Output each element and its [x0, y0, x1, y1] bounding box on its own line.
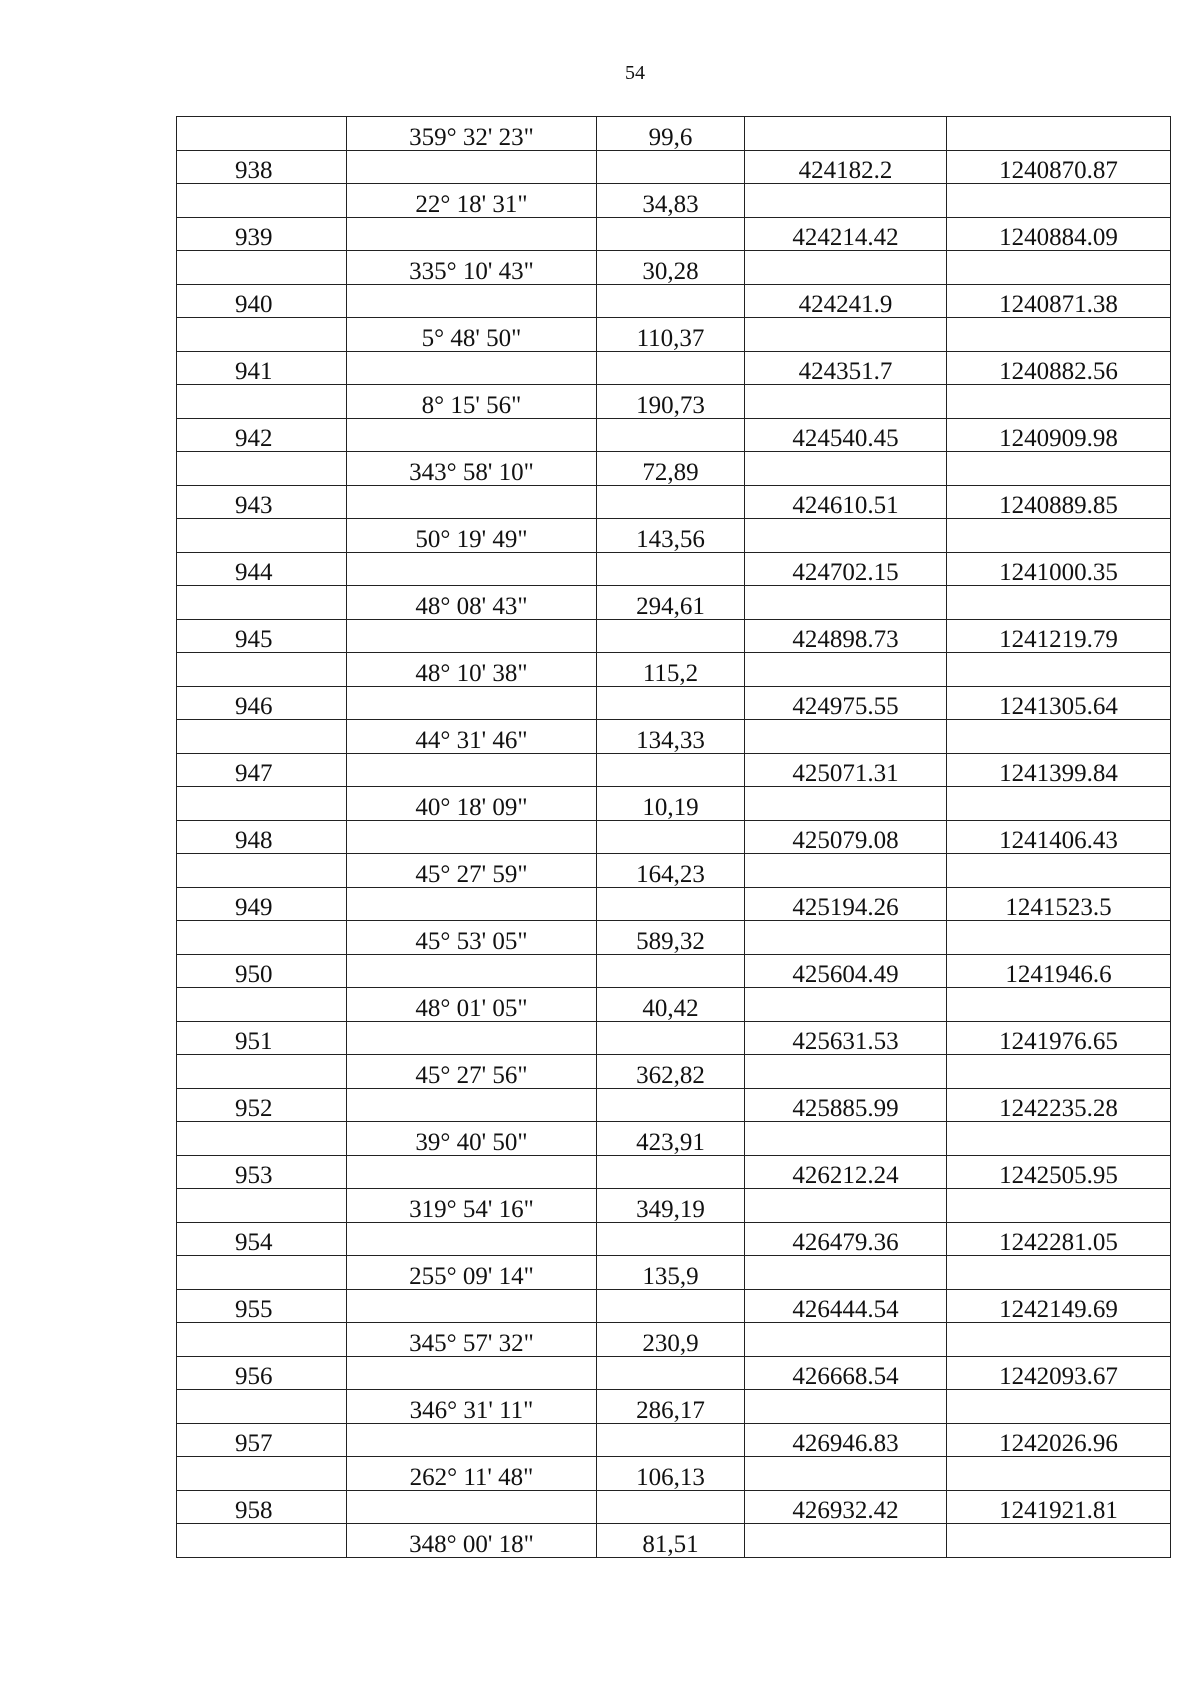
direction-angle-cell: 39° 40' 50" — [347, 1122, 597, 1156]
point-row — [177, 552, 1171, 586]
point-row — [177, 954, 1171, 988]
y-coordinate-cell: 1242149.69 — [947, 1289, 1171, 1323]
point-id-cell — [177, 1457, 347, 1491]
point-id-cell: 946 — [177, 686, 347, 720]
distance-cell — [597, 284, 745, 318]
distance-cell: 30,28 — [597, 251, 745, 285]
x-coordinate-cell: 424182.2 — [745, 150, 947, 184]
segment-row — [177, 921, 1171, 955]
point-id-cell — [177, 1122, 347, 1156]
point-row — [177, 1088, 1171, 1122]
y-coordinate-cell — [947, 1055, 1171, 1089]
x-coordinate-cell — [745, 1256, 947, 1290]
y-coordinate-cell: 1242093.67 — [947, 1356, 1171, 1390]
point-id-cell — [177, 854, 347, 888]
point-row — [177, 1021, 1171, 1055]
y-coordinate-cell — [947, 1189, 1171, 1223]
y-coordinate-cell — [947, 586, 1171, 620]
x-coordinate-cell — [745, 519, 947, 553]
x-coordinate-cell: 424610.51 — [745, 485, 947, 519]
x-coordinate-cell — [745, 318, 947, 352]
direction-angle-cell: 48° 01' 05" — [347, 988, 597, 1022]
x-coordinate-cell: 425631.53 — [745, 1021, 947, 1055]
direction-angle-cell — [347, 1222, 597, 1256]
direction-angle-cell: 45° 53' 05" — [347, 921, 597, 955]
direction-angle-cell: 40° 18' 09" — [347, 787, 597, 821]
distance-cell: 115,2 — [597, 653, 745, 687]
point-id-cell: 956 — [177, 1356, 347, 1390]
point-row — [177, 284, 1171, 318]
x-coordinate-cell: 426932.42 — [745, 1490, 947, 1524]
y-coordinate-cell — [947, 787, 1171, 821]
y-coordinate-cell: 1242026.96 — [947, 1423, 1171, 1457]
direction-angle-cell: 48° 08' 43" — [347, 586, 597, 620]
segment-row — [177, 1457, 1171, 1491]
point-id-cell — [177, 452, 347, 486]
x-coordinate-cell — [745, 385, 947, 419]
direction-angle-cell — [347, 217, 597, 251]
x-coordinate-cell — [745, 586, 947, 620]
direction-angle-cell: 262° 11' 48" — [347, 1457, 597, 1491]
segment-row — [177, 988, 1171, 1022]
segment-row — [177, 1189, 1171, 1223]
distance-cell: 143,56 — [597, 519, 745, 553]
distance-cell: 72,89 — [597, 452, 745, 486]
point-id-cell: 954 — [177, 1222, 347, 1256]
x-coordinate-cell — [745, 1524, 947, 1558]
distance-cell — [597, 217, 745, 251]
y-coordinate-cell: 1242505.95 — [947, 1155, 1171, 1189]
point-id-cell — [177, 1189, 347, 1223]
y-coordinate-cell — [947, 720, 1171, 754]
point-id-cell — [177, 787, 347, 821]
y-coordinate-cell — [947, 1323, 1171, 1357]
direction-angle-cell: 5° 48' 50" — [347, 318, 597, 352]
x-coordinate-cell — [745, 184, 947, 218]
x-coordinate-cell: 424241.9 — [745, 284, 947, 318]
y-coordinate-cell: 1242235.28 — [947, 1088, 1171, 1122]
y-coordinate-cell — [947, 653, 1171, 687]
distance-cell: 99,6 — [597, 117, 745, 151]
x-coordinate-cell: 425194.26 — [745, 887, 947, 921]
segment-row — [177, 1055, 1171, 1089]
y-coordinate-cell: 1241305.64 — [947, 686, 1171, 720]
distance-cell: 10,19 — [597, 787, 745, 821]
direction-angle-cell — [347, 284, 597, 318]
direction-angle-cell: 346° 31' 11" — [347, 1390, 597, 1424]
x-coordinate-cell: 424351.7 — [745, 351, 947, 385]
direction-angle-cell: 319° 54' 16" — [347, 1189, 597, 1223]
direction-angle-cell — [347, 820, 597, 854]
segment-row — [177, 318, 1171, 352]
point-id-cell — [177, 1323, 347, 1357]
y-coordinate-cell: 1241946.6 — [947, 954, 1171, 988]
segment-row — [177, 787, 1171, 821]
distance-cell — [597, 820, 745, 854]
point-row — [177, 1490, 1171, 1524]
distance-cell: 135,9 — [597, 1256, 745, 1290]
point-row — [177, 619, 1171, 653]
distance-cell: 349,19 — [597, 1189, 745, 1223]
distance-cell: 134,33 — [597, 720, 745, 754]
direction-angle-cell: 348° 00' 18" — [347, 1524, 597, 1558]
point-id-cell — [177, 318, 347, 352]
distance-cell: 190,73 — [597, 385, 745, 419]
x-coordinate-cell — [745, 787, 947, 821]
point-row — [177, 1423, 1171, 1457]
y-coordinate-cell — [947, 385, 1171, 419]
point-id-cell: 949 — [177, 887, 347, 921]
direction-angle-cell — [347, 150, 597, 184]
direction-angle-cell: 8° 15' 56" — [347, 385, 597, 419]
distance-cell — [597, 1289, 745, 1323]
point-id-cell: 940 — [177, 284, 347, 318]
distance-cell — [597, 753, 745, 787]
direction-angle-cell — [347, 753, 597, 787]
point-row — [177, 1289, 1171, 1323]
segment-row — [177, 720, 1171, 754]
y-coordinate-cell: 1240884.09 — [947, 217, 1171, 251]
point-id-cell: 952 — [177, 1088, 347, 1122]
direction-angle-cell — [347, 619, 597, 653]
direction-angle-cell — [347, 1423, 597, 1457]
direction-angle-cell — [347, 351, 597, 385]
point-id-cell: 948 — [177, 820, 347, 854]
coordinates-table-body — [177, 117, 1171, 1558]
x-coordinate-cell: 426444.54 — [745, 1289, 947, 1323]
x-coordinate-cell: 426946.83 — [745, 1423, 947, 1457]
direction-angle-cell: 359° 32' 23" — [347, 117, 597, 151]
x-coordinate-cell — [745, 988, 947, 1022]
point-id-cell: 947 — [177, 753, 347, 787]
point-row — [177, 1155, 1171, 1189]
y-coordinate-cell: 1241000.35 — [947, 552, 1171, 586]
y-coordinate-cell: 1240870.87 — [947, 150, 1171, 184]
distance-cell — [597, 485, 745, 519]
point-row — [177, 485, 1171, 519]
direction-angle-cell: 255° 09' 14" — [347, 1256, 597, 1290]
segment-row — [177, 1524, 1171, 1558]
point-id-cell — [177, 586, 347, 620]
point-id-cell — [177, 1055, 347, 1089]
y-coordinate-cell: 1241523.5 — [947, 887, 1171, 921]
segment-row — [177, 184, 1171, 218]
distance-cell — [597, 1222, 745, 1256]
y-coordinate-cell — [947, 988, 1171, 1022]
distance-cell: 230,9 — [597, 1323, 745, 1357]
direction-angle-cell — [347, 954, 597, 988]
x-coordinate-cell: 426479.36 — [745, 1222, 947, 1256]
distance-cell: 286,17 — [597, 1390, 745, 1424]
x-coordinate-cell — [745, 1189, 947, 1223]
point-id-cell: 955 — [177, 1289, 347, 1323]
y-coordinate-cell: 1240909.98 — [947, 418, 1171, 452]
direction-angle-cell: 345° 57' 32" — [347, 1323, 597, 1357]
y-coordinate-cell: 1240889.85 — [947, 485, 1171, 519]
x-coordinate-cell — [745, 1390, 947, 1424]
segment-row — [177, 854, 1171, 888]
direction-angle-cell — [347, 552, 597, 586]
y-coordinate-cell: 1241921.81 — [947, 1490, 1171, 1524]
direction-angle-cell — [347, 1021, 597, 1055]
point-id-cell — [177, 184, 347, 218]
point-id-cell — [177, 251, 347, 285]
x-coordinate-cell: 424898.73 — [745, 619, 947, 653]
distance-cell — [597, 1423, 745, 1457]
point-row — [177, 150, 1171, 184]
segment-row — [177, 519, 1171, 553]
y-coordinate-cell: 1240871.38 — [947, 284, 1171, 318]
point-id-cell — [177, 1256, 347, 1290]
direction-angle-cell — [347, 485, 597, 519]
point-row — [177, 1356, 1171, 1390]
distance-cell: 81,51 — [597, 1524, 745, 1558]
segment-row — [177, 251, 1171, 285]
x-coordinate-cell: 425604.49 — [745, 954, 947, 988]
point-id-cell: 950 — [177, 954, 347, 988]
distance-cell — [597, 1088, 745, 1122]
point-row — [177, 1222, 1171, 1256]
point-id-cell — [177, 1390, 347, 1424]
segment-row — [177, 385, 1171, 419]
direction-angle-cell: 335° 10' 43" — [347, 251, 597, 285]
page-number: 54 — [625, 62, 645, 84]
segment-row — [177, 117, 1171, 151]
distance-cell — [597, 887, 745, 921]
y-coordinate-cell: 1240882.56 — [947, 351, 1171, 385]
y-coordinate-cell: 1241219.79 — [947, 619, 1171, 653]
direction-angle-cell: 22° 18' 31" — [347, 184, 597, 218]
x-coordinate-cell — [745, 117, 947, 151]
point-id-cell: 939 — [177, 217, 347, 251]
direction-angle-cell — [347, 686, 597, 720]
y-coordinate-cell — [947, 1256, 1171, 1290]
direction-angle-cell: 343° 58' 10" — [347, 452, 597, 486]
point-row — [177, 820, 1171, 854]
distance-cell — [597, 1021, 745, 1055]
segment-row — [177, 1256, 1171, 1290]
x-coordinate-cell: 426668.54 — [745, 1356, 947, 1390]
direction-angle-cell: 44° 31' 46" — [347, 720, 597, 754]
x-coordinate-cell: 425885.99 — [745, 1088, 947, 1122]
y-coordinate-cell — [947, 1457, 1171, 1491]
distance-cell — [597, 351, 745, 385]
point-row — [177, 418, 1171, 452]
point-id-cell: 957 — [177, 1423, 347, 1457]
direction-angle-cell — [347, 1490, 597, 1524]
x-coordinate-cell — [745, 854, 947, 888]
x-coordinate-cell: 424214.42 — [745, 217, 947, 251]
y-coordinate-cell: 1241399.84 — [947, 753, 1171, 787]
direction-angle-cell: 45° 27' 59" — [347, 854, 597, 888]
point-id-cell: 938 — [177, 150, 347, 184]
segment-row — [177, 1122, 1171, 1156]
point-row — [177, 351, 1171, 385]
point-id-cell: 941 — [177, 351, 347, 385]
direction-angle-cell — [347, 1088, 597, 1122]
direction-angle-cell: 50° 19' 49" — [347, 519, 597, 553]
point-id-cell — [177, 653, 347, 687]
x-coordinate-cell — [745, 720, 947, 754]
distance-cell: 423,91 — [597, 1122, 745, 1156]
direction-angle-cell — [347, 1289, 597, 1323]
x-coordinate-cell — [745, 1055, 947, 1089]
y-coordinate-cell — [947, 184, 1171, 218]
point-id-cell — [177, 1524, 347, 1558]
direction-angle-cell: 45° 27' 56" — [347, 1055, 597, 1089]
segment-row — [177, 586, 1171, 620]
y-coordinate-cell — [947, 1524, 1171, 1558]
point-id-cell: 942 — [177, 418, 347, 452]
point-id-cell: 945 — [177, 619, 347, 653]
distance-cell: 589,32 — [597, 921, 745, 955]
distance-cell — [597, 619, 745, 653]
x-coordinate-cell — [745, 921, 947, 955]
coordinates-table — [176, 116, 1171, 1558]
y-coordinate-cell — [947, 251, 1171, 285]
y-coordinate-cell — [947, 519, 1171, 553]
segment-row — [177, 452, 1171, 486]
y-coordinate-cell — [947, 318, 1171, 352]
segment-row — [177, 653, 1171, 687]
x-coordinate-cell — [745, 1457, 947, 1491]
y-coordinate-cell: 1241976.65 — [947, 1021, 1171, 1055]
point-id-cell — [177, 519, 347, 553]
distance-cell: 164,23 — [597, 854, 745, 888]
point-id-cell: 943 — [177, 485, 347, 519]
point-row — [177, 217, 1171, 251]
point-id-cell — [177, 117, 347, 151]
segment-row — [177, 1390, 1171, 1424]
direction-angle-cell — [347, 418, 597, 452]
distance-cell — [597, 954, 745, 988]
y-coordinate-cell — [947, 921, 1171, 955]
distance-cell — [597, 150, 745, 184]
point-id-cell — [177, 988, 347, 1022]
point-row — [177, 753, 1171, 787]
y-coordinate-cell — [947, 1122, 1171, 1156]
x-coordinate-cell — [745, 452, 947, 486]
distance-cell: 34,83 — [597, 184, 745, 218]
y-coordinate-cell — [947, 854, 1171, 888]
point-id-cell — [177, 385, 347, 419]
point-id-cell: 958 — [177, 1490, 347, 1524]
y-coordinate-cell — [947, 117, 1171, 151]
distance-cell: 110,37 — [597, 318, 745, 352]
y-coordinate-cell: 1241406.43 — [947, 820, 1171, 854]
x-coordinate-cell: 425071.31 — [745, 753, 947, 787]
direction-angle-cell — [347, 1155, 597, 1189]
distance-cell — [597, 418, 745, 452]
x-coordinate-cell: 424975.55 — [745, 686, 947, 720]
point-id-cell — [177, 720, 347, 754]
y-coordinate-cell — [947, 1390, 1171, 1424]
x-coordinate-cell: 426212.24 — [745, 1155, 947, 1189]
point-row — [177, 686, 1171, 720]
direction-angle-cell — [347, 887, 597, 921]
x-coordinate-cell — [745, 251, 947, 285]
distance-cell — [597, 1490, 745, 1524]
point-id-cell: 944 — [177, 552, 347, 586]
distance-cell: 294,61 — [597, 586, 745, 620]
point-id-cell: 953 — [177, 1155, 347, 1189]
distance-cell — [597, 1356, 745, 1390]
distance-cell — [597, 686, 745, 720]
x-coordinate-cell — [745, 653, 947, 687]
direction-angle-cell — [347, 1356, 597, 1390]
distance-cell: 362,82 — [597, 1055, 745, 1089]
y-coordinate-cell — [947, 452, 1171, 486]
distance-cell — [597, 1155, 745, 1189]
x-coordinate-cell: 424540.45 — [745, 418, 947, 452]
distance-cell: 40,42 — [597, 988, 745, 1022]
y-coordinate-cell: 1242281.05 — [947, 1222, 1171, 1256]
point-id-cell: 951 — [177, 1021, 347, 1055]
point-row — [177, 887, 1171, 921]
direction-angle-cell: 48° 10' 38" — [347, 653, 597, 687]
point-id-cell — [177, 921, 347, 955]
x-coordinate-cell — [745, 1122, 947, 1156]
distance-cell — [597, 552, 745, 586]
x-coordinate-cell: 424702.15 — [745, 552, 947, 586]
x-coordinate-cell — [745, 1323, 947, 1357]
distance-cell: 106,13 — [597, 1457, 745, 1491]
x-coordinate-cell: 425079.08 — [745, 820, 947, 854]
segment-row — [177, 1323, 1171, 1357]
